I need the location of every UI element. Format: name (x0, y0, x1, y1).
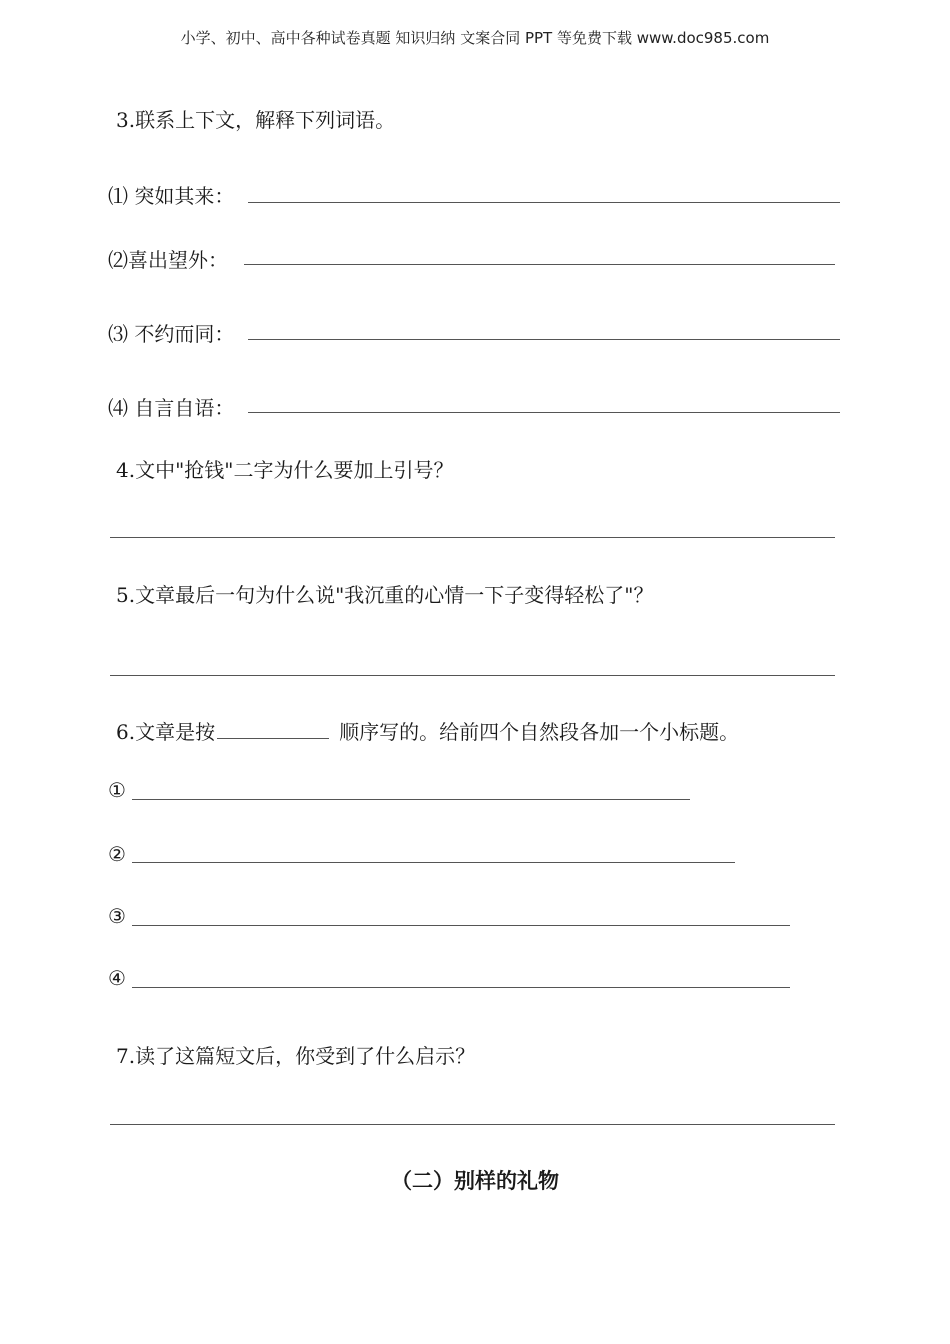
q3-item-3-label: ⑶ 不约而同： (108, 322, 235, 346)
question-6-prompt (116, 716, 739, 745)
q6-item-2-answer-line[interactable] (132, 862, 735, 863)
q6-item-1-answer-line[interactable] (132, 799, 690, 800)
q3-item-4-answer-line[interactable] (248, 412, 840, 413)
q6-item-4-marker: ④ (108, 966, 126, 990)
q3-item-4-label: ⑷ 自言自语： (108, 396, 235, 420)
q6-prompt-before: 6.文章是按 (116, 720, 216, 744)
q6-item-4-answer-line[interactable] (132, 987, 790, 988)
q3-item-1-answer-line[interactable] (248, 202, 840, 203)
q6-item-1-marker: ① (108, 778, 126, 802)
q5-answer-line[interactable] (110, 675, 835, 676)
section-title: （二）别样的礼物 (391, 1168, 559, 1193)
q6-item-3-marker: ③ (108, 904, 126, 928)
question-7-prompt: 7.读了这篇短文后，你受到了什么启示？ (116, 1044, 476, 1068)
q7-answer-line[interactable] (110, 1124, 835, 1125)
q6-item-2-marker: ② (108, 842, 126, 866)
question-3-prompt: 3.联系上下文，解释下列词语。 (116, 108, 396, 132)
page-header: 小学、初中、高中各种试卷真题 知识归纳 文案合同 PPT 等免费下载 www.doc985.com (180, 29, 770, 47)
q6-order-blank[interactable] (217, 720, 329, 739)
q3-item-2-answer-line[interactable] (244, 264, 835, 265)
q6-prompt-after: 顺序写的。给前四个自然段各加一个小标题。 (339, 720, 740, 744)
q3-item-2-label: ⑵喜出望外： (108, 248, 228, 272)
q3-item-3-answer-line[interactable] (248, 339, 840, 340)
q4-answer-line[interactable] (110, 537, 835, 538)
q6-item-3-answer-line[interactable] (132, 925, 790, 926)
question-4-prompt: 4.文中"抢钱"二字为什么要加上引号？ (116, 458, 454, 482)
q3-item-1-label: ⑴ 突如其来： (108, 184, 235, 208)
question-5-prompt: 5.文章最后一句为什么说"我沉重的心情一下子变得轻松了"？ (116, 583, 654, 607)
